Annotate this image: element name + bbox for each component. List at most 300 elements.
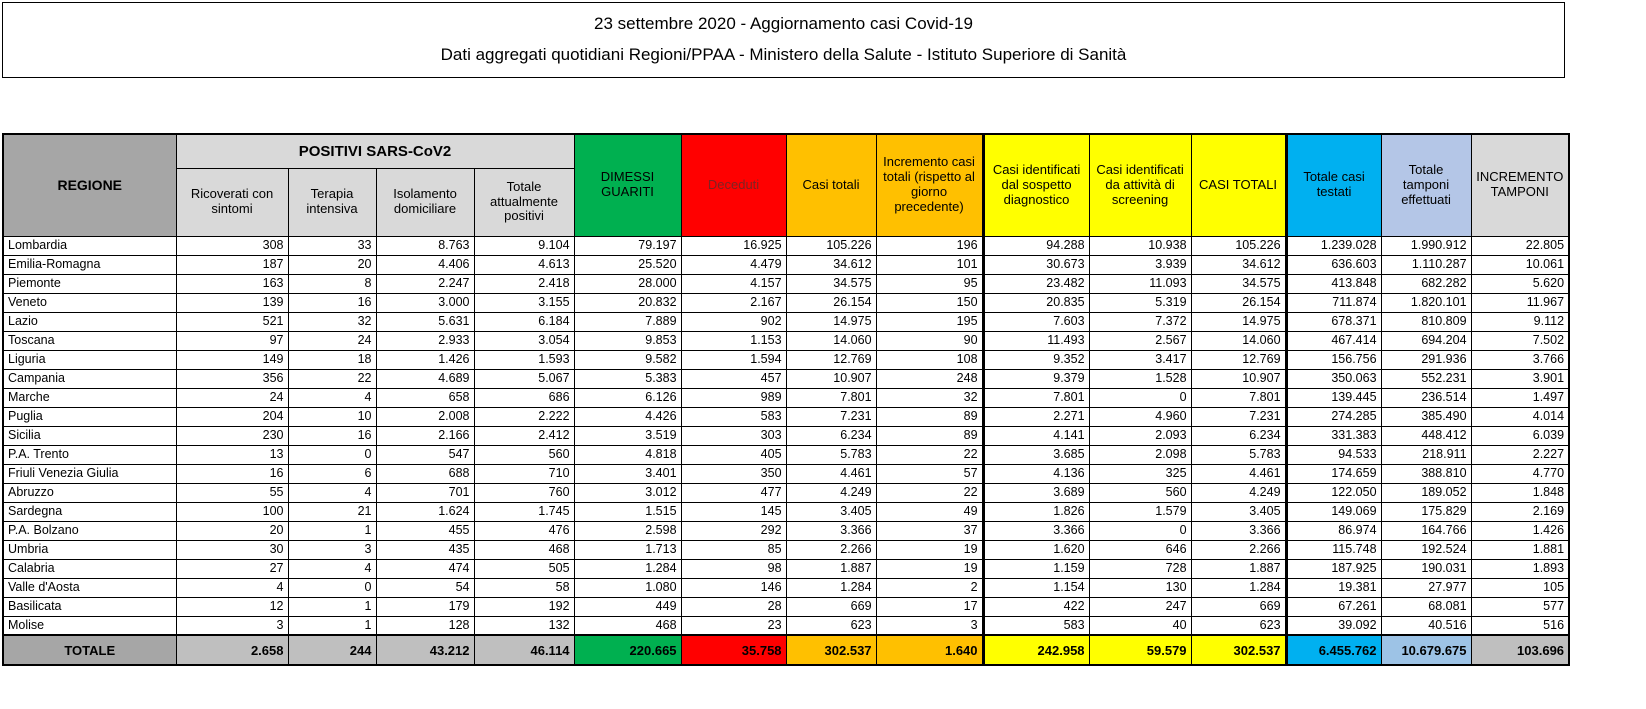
- column-header-dimessi-guariti: DIMESSI GUARITI: [574, 134, 681, 236]
- value-cell-incremento-tamponi: 4.770: [1471, 464, 1569, 483]
- table-row: [3, 236, 1569, 255]
- value-cell-totale-casi-testati: 174.659: [1286, 464, 1381, 483]
- value-cell-dimessi-guariti: 6.126: [574, 388, 681, 407]
- region-cell: Piemonte: [3, 274, 176, 293]
- value-cell-casi-totali-maiuscolo: 14.060: [1191, 331, 1286, 350]
- value-cell-casi-sospetto-diagnostico: 583: [983, 616, 1089, 635]
- value-cell-terapia-intensiva: 6: [288, 464, 376, 483]
- value-cell-deceduti: 1.594: [681, 350, 786, 369]
- value-cell-casi-attivita-screening: 1.579: [1089, 502, 1191, 521]
- value-cell-incremento-tamponi: 3.766: [1471, 350, 1569, 369]
- value-cell-casi-attivita-screening: 1.528: [1089, 369, 1191, 388]
- value-cell-casi-totali: 7.231: [786, 407, 876, 426]
- total-value-cell-terapia-intensiva: 244: [288, 635, 376, 665]
- value-cell-incremento-tamponi: 1.881: [1471, 540, 1569, 559]
- column-header-isolamento-domiciliare: Isolamento domiciliare: [376, 168, 474, 236]
- value-cell-isolamento-domiciliare: 474: [376, 559, 474, 578]
- value-cell-totale-attualmente-positivi: 476: [474, 521, 574, 540]
- total-value-cell-casi-attivita-screening: 59.579: [1089, 635, 1191, 665]
- total-value-cell-totale-tamponi-effettuati: 10.679.675: [1381, 635, 1471, 665]
- value-cell-casi-attivita-screening: 10.938: [1089, 236, 1191, 255]
- value-cell-casi-totali-maiuscolo: 623: [1191, 616, 1286, 635]
- value-cell-casi-totali-maiuscolo: 3.366: [1191, 521, 1286, 540]
- value-cell-incremento-casi-totali: 101: [876, 255, 983, 274]
- value-cell-casi-attivita-screening: 646: [1089, 540, 1191, 559]
- value-cell-casi-totali: 14.060: [786, 331, 876, 350]
- value-cell-totale-attualmente-positivi: 1.745: [474, 502, 574, 521]
- value-cell-isolamento-domiciliare: 1.624: [376, 502, 474, 521]
- value-cell-totale-casi-testati: 274.285: [1286, 407, 1381, 426]
- region-cell: Sicilia: [3, 426, 176, 445]
- value-cell-ricoverati-con-sintomi: 149: [176, 350, 288, 369]
- value-cell-dimessi-guariti: 9.582: [574, 350, 681, 369]
- value-cell-deceduti: 303: [681, 426, 786, 445]
- value-cell-totale-tamponi-effettuati: 291.936: [1381, 350, 1471, 369]
- value-cell-totale-casi-testati: 86.974: [1286, 521, 1381, 540]
- region-cell: Veneto: [3, 293, 176, 312]
- value-cell-isolamento-domiciliare: 2.008: [376, 407, 474, 426]
- value-cell-totale-casi-testati: 1.239.028: [1286, 236, 1381, 255]
- value-cell-totale-attualmente-positivi: 1.593: [474, 350, 574, 369]
- value-cell-dimessi-guariti: 1.080: [574, 578, 681, 597]
- value-cell-totale-tamponi-effettuati: 385.490: [1381, 407, 1471, 426]
- value-cell-totale-casi-testati: 156.756: [1286, 350, 1381, 369]
- region-cell: Liguria: [3, 350, 176, 369]
- table-row: [3, 426, 1569, 445]
- value-cell-casi-attivita-screening: 11.093: [1089, 274, 1191, 293]
- total-value-cell-dimessi-guariti: 220.665: [574, 635, 681, 665]
- value-cell-casi-totali-maiuscolo: 105.226: [1191, 236, 1286, 255]
- value-cell-totale-attualmente-positivi: 3.155: [474, 293, 574, 312]
- value-cell-incremento-casi-totali: 3: [876, 616, 983, 635]
- value-cell-casi-sospetto-diagnostico: 9.352: [983, 350, 1089, 369]
- value-cell-casi-attivita-screening: 2.093: [1089, 426, 1191, 445]
- region-cell: Basilicata: [3, 597, 176, 616]
- value-cell-dimessi-guariti: 468: [574, 616, 681, 635]
- value-cell-casi-sospetto-diagnostico: 30.673: [983, 255, 1089, 274]
- value-cell-casi-totali-maiuscolo: 4.461: [1191, 464, 1286, 483]
- value-cell-dimessi-guariti: 7.889: [574, 312, 681, 331]
- value-cell-isolamento-domiciliare: 435: [376, 540, 474, 559]
- value-cell-deceduti: 457: [681, 369, 786, 388]
- value-cell-isolamento-domiciliare: 5.631: [376, 312, 474, 331]
- value-cell-deceduti: 4.157: [681, 274, 786, 293]
- region-cell: Campania: [3, 369, 176, 388]
- table-row: [3, 407, 1569, 426]
- value-cell-totale-casi-testati: 115.748: [1286, 540, 1381, 559]
- value-cell-casi-attivita-screening: 40: [1089, 616, 1191, 635]
- value-cell-incremento-tamponi: 4.014: [1471, 407, 1569, 426]
- value-cell-totale-attualmente-positivi: 192: [474, 597, 574, 616]
- value-cell-dimessi-guariti: 2.598: [574, 521, 681, 540]
- value-cell-incremento-tamponi: 6.039: [1471, 426, 1569, 445]
- value-cell-casi-totali-maiuscolo: 26.154: [1191, 293, 1286, 312]
- value-cell-ricoverati-con-sintomi: 20: [176, 521, 288, 540]
- value-cell-casi-attivita-screening: 7.372: [1089, 312, 1191, 331]
- value-cell-casi-totali: 34.612: [786, 255, 876, 274]
- value-cell-dimessi-guariti: 1.713: [574, 540, 681, 559]
- value-cell-deceduti: 350: [681, 464, 786, 483]
- value-cell-isolamento-domiciliare: 547: [376, 445, 474, 464]
- value-cell-casi-totali-maiuscolo: 669: [1191, 597, 1286, 616]
- value-cell-totale-tamponi-effettuati: 1.820.101: [1381, 293, 1471, 312]
- value-cell-casi-totali: 2.266: [786, 540, 876, 559]
- value-cell-totale-tamponi-effettuati: 192.524: [1381, 540, 1471, 559]
- value-cell-totale-attualmente-positivi: 560: [474, 445, 574, 464]
- value-cell-deceduti: 989: [681, 388, 786, 407]
- value-cell-casi-totali: 26.154: [786, 293, 876, 312]
- value-cell-casi-totali-maiuscolo: 2.266: [1191, 540, 1286, 559]
- value-cell-totale-attualmente-positivi: 132: [474, 616, 574, 635]
- value-cell-dimessi-guariti: 5.383: [574, 369, 681, 388]
- value-cell-casi-sospetto-diagnostico: 1.826: [983, 502, 1089, 521]
- value-cell-isolamento-domiciliare: 701: [376, 483, 474, 502]
- value-cell-incremento-tamponi: 10.061: [1471, 255, 1569, 274]
- value-cell-deceduti: 1.153: [681, 331, 786, 350]
- value-cell-incremento-casi-totali: 195: [876, 312, 983, 331]
- region-cell: Umbria: [3, 540, 176, 559]
- column-header-casi-sospetto-diagnostico: Casi identificati dal sospetto diagnostico: [983, 134, 1089, 236]
- column-header-totale-tamponi-effettuati: Totale tamponi effettuati: [1381, 134, 1471, 236]
- region-cell: Marche: [3, 388, 176, 407]
- value-cell-incremento-casi-totali: 22: [876, 483, 983, 502]
- value-cell-incremento-casi-totali: 108: [876, 350, 983, 369]
- value-cell-casi-totali: 1.887: [786, 559, 876, 578]
- value-cell-dimessi-guariti: 4.818: [574, 445, 681, 464]
- value-cell-terapia-intensiva: 24: [288, 331, 376, 350]
- value-cell-totale-casi-testati: 467.414: [1286, 331, 1381, 350]
- value-cell-incremento-casi-totali: 32: [876, 388, 983, 407]
- value-cell-incremento-casi-totali: 57: [876, 464, 983, 483]
- value-cell-deceduti: 583: [681, 407, 786, 426]
- value-cell-casi-attivita-screening: 0: [1089, 521, 1191, 540]
- value-cell-casi-sospetto-diagnostico: 1.159: [983, 559, 1089, 578]
- region-cell: Lombardia: [3, 236, 176, 255]
- value-cell-casi-sospetto-diagnostico: 3.689: [983, 483, 1089, 502]
- value-cell-incremento-tamponi: 105: [1471, 578, 1569, 597]
- table-row: [3, 483, 1569, 502]
- region-cell: Abruzzo: [3, 483, 176, 502]
- value-cell-isolamento-domiciliare: 54: [376, 578, 474, 597]
- value-cell-incremento-tamponi: 1.497: [1471, 388, 1569, 407]
- value-cell-isolamento-domiciliare: 4.689: [376, 369, 474, 388]
- value-cell-casi-sospetto-diagnostico: 422: [983, 597, 1089, 616]
- table-header: [3, 134, 1569, 236]
- value-cell-totale-tamponi-effettuati: 810.809: [1381, 312, 1471, 331]
- value-cell-ricoverati-con-sintomi: 55: [176, 483, 288, 502]
- value-cell-incremento-tamponi: 22.805: [1471, 236, 1569, 255]
- value-cell-ricoverati-con-sintomi: 97: [176, 331, 288, 350]
- value-cell-deceduti: 292: [681, 521, 786, 540]
- value-cell-totale-attualmente-positivi: 5.067: [474, 369, 574, 388]
- value-cell-totale-casi-testati: 711.874: [1286, 293, 1381, 312]
- value-cell-casi-totali-maiuscolo: 4.249: [1191, 483, 1286, 502]
- value-cell-casi-totali-maiuscolo: 5.783: [1191, 445, 1286, 464]
- value-cell-incremento-tamponi: 2.227: [1471, 445, 1569, 464]
- table-row: [3, 559, 1569, 578]
- column-header-incremento-tamponi: INCREMENTO TAMPONI: [1471, 134, 1569, 236]
- table-row: [3, 312, 1569, 331]
- table-row: [3, 540, 1569, 559]
- value-cell-dimessi-guariti: 4.426: [574, 407, 681, 426]
- value-cell-casi-totali: 6.234: [786, 426, 876, 445]
- total-value-cell-isolamento-domiciliare: 43.212: [376, 635, 474, 665]
- total-value-cell-ricoverati-con-sintomi: 2.658: [176, 635, 288, 665]
- value-cell-dimessi-guariti: 9.853: [574, 331, 681, 350]
- value-cell-totale-tamponi-effettuati: 175.829: [1381, 502, 1471, 521]
- value-cell-casi-sospetto-diagnostico: 3.366: [983, 521, 1089, 540]
- table-total-row: [3, 635, 1569, 665]
- value-cell-casi-totali-maiuscolo: 6.234: [1191, 426, 1286, 445]
- value-cell-casi-totali-maiuscolo: 3.405: [1191, 502, 1286, 521]
- value-cell-terapia-intensiva: 16: [288, 426, 376, 445]
- total-value-cell-casi-totali: 302.537: [786, 635, 876, 665]
- value-cell-isolamento-domiciliare: 8.763: [376, 236, 474, 255]
- value-cell-casi-attivita-screening: 3.939: [1089, 255, 1191, 274]
- total-label-cell: TOTALE: [3, 635, 176, 665]
- value-cell-casi-totali: 34.575: [786, 274, 876, 293]
- value-cell-casi-totali: 10.907: [786, 369, 876, 388]
- value-cell-deceduti: 477: [681, 483, 786, 502]
- value-cell-incremento-tamponi: 9.112: [1471, 312, 1569, 331]
- value-cell-ricoverati-con-sintomi: 521: [176, 312, 288, 331]
- table-row: [3, 331, 1569, 350]
- value-cell-totale-tamponi-effettuati: 448.412: [1381, 426, 1471, 445]
- value-cell-dimessi-guariti: 25.520: [574, 255, 681, 274]
- value-cell-incremento-tamponi: 2.169: [1471, 502, 1569, 521]
- report-title-line1: 23 settembre 2020 - Aggiornamento casi Covid-19: [594, 14, 973, 34]
- value-cell-casi-attivita-screening: 4.960: [1089, 407, 1191, 426]
- value-cell-isolamento-domiciliare: 3.000: [376, 293, 474, 312]
- value-cell-terapia-intensiva: 18: [288, 350, 376, 369]
- value-cell-terapia-intensiva: 4: [288, 559, 376, 578]
- value-cell-casi-totali: 105.226: [786, 236, 876, 255]
- value-cell-deceduti: 28: [681, 597, 786, 616]
- value-cell-ricoverati-con-sintomi: 24: [176, 388, 288, 407]
- value-cell-terapia-intensiva: 1: [288, 521, 376, 540]
- value-cell-incremento-tamponi: 1.848: [1471, 483, 1569, 502]
- value-cell-incremento-casi-totali: 19: [876, 540, 983, 559]
- value-cell-totale-attualmente-positivi: 468: [474, 540, 574, 559]
- value-cell-incremento-casi-totali: 95: [876, 274, 983, 293]
- value-cell-casi-totali-maiuscolo: 34.575: [1191, 274, 1286, 293]
- value-cell-casi-attivita-screening: 728: [1089, 559, 1191, 578]
- value-cell-totale-casi-testati: 678.371: [1286, 312, 1381, 331]
- value-cell-isolamento-domiciliare: 1.426: [376, 350, 474, 369]
- value-cell-isolamento-domiciliare: 4.406: [376, 255, 474, 274]
- value-cell-totale-attualmente-positivi: 6.184: [474, 312, 574, 331]
- value-cell-totale-tamponi-effettuati: 694.204: [1381, 331, 1471, 350]
- value-cell-casi-totali-maiuscolo: 7.801: [1191, 388, 1286, 407]
- value-cell-totale-tamponi-effettuati: 1.990.912: [1381, 236, 1471, 255]
- value-cell-ricoverati-con-sintomi: 3: [176, 616, 288, 635]
- value-cell-totale-attualmente-positivi: 2.418: [474, 274, 574, 293]
- value-cell-totale-casi-testati: 67.261: [1286, 597, 1381, 616]
- region-cell: Valle d'Aosta: [3, 578, 176, 597]
- value-cell-totale-attualmente-positivi: 710: [474, 464, 574, 483]
- region-cell: Puglia: [3, 407, 176, 426]
- value-cell-ricoverati-con-sintomi: 16: [176, 464, 288, 483]
- value-cell-incremento-casi-totali: 150: [876, 293, 983, 312]
- value-cell-incremento-casi-totali: 90: [876, 331, 983, 350]
- value-cell-ricoverati-con-sintomi: 27: [176, 559, 288, 578]
- value-cell-isolamento-domiciliare: 658: [376, 388, 474, 407]
- column-header-totale-casi-testati: Totale casi testati: [1286, 134, 1381, 236]
- value-cell-deceduti: 145: [681, 502, 786, 521]
- column-header-casi-attivita-screening: Casi identificati da attività di screening: [1089, 134, 1191, 236]
- value-cell-casi-sospetto-diagnostico: 7.603: [983, 312, 1089, 331]
- region-cell: P.A. Trento: [3, 445, 176, 464]
- total-value-cell-deceduti: 35.758: [681, 635, 786, 665]
- value-cell-totale-attualmente-positivi: 505: [474, 559, 574, 578]
- value-cell-casi-sospetto-diagnostico: 7.801: [983, 388, 1089, 407]
- value-cell-terapia-intensiva: 4: [288, 483, 376, 502]
- value-cell-casi-totali-maiuscolo: 1.887: [1191, 559, 1286, 578]
- value-cell-totale-tamponi-effettuati: 190.031: [1381, 559, 1471, 578]
- value-cell-isolamento-domiciliare: 2.933: [376, 331, 474, 350]
- region-cell: Sardegna: [3, 502, 176, 521]
- value-cell-casi-totali: 3.405: [786, 502, 876, 521]
- value-cell-terapia-intensiva: 3: [288, 540, 376, 559]
- value-cell-isolamento-domiciliare: 179: [376, 597, 474, 616]
- value-cell-casi-totali: 669: [786, 597, 876, 616]
- value-cell-isolamento-domiciliare: 455: [376, 521, 474, 540]
- value-cell-casi-attivita-screening: 560: [1089, 483, 1191, 502]
- column-header-incremento-casi-totali: Incremento casi totali (rispetto al giorno precedente): [876, 134, 983, 236]
- table-row: [3, 578, 1569, 597]
- value-cell-totale-attualmente-positivi: 3.054: [474, 331, 574, 350]
- covid-data-table: [2, 133, 1570, 666]
- report-title-line2: Dati aggregati quotidiani Regioni/PPAA - Ministero della Salute - Istituto Superiore di Sanità: [440, 45, 1127, 65]
- column-header-deceduti: Deceduti: [681, 134, 786, 236]
- value-cell-casi-attivita-screening: 325: [1089, 464, 1191, 483]
- value-cell-totale-casi-testati: 187.925: [1286, 559, 1381, 578]
- table-row: [3, 445, 1569, 464]
- value-cell-incremento-tamponi: 7.502: [1471, 331, 1569, 350]
- value-cell-isolamento-domiciliare: 128: [376, 616, 474, 635]
- value-cell-casi-attivita-screening: 2.567: [1089, 331, 1191, 350]
- value-cell-dimessi-guariti: 79.197: [574, 236, 681, 255]
- value-cell-casi-attivita-screening: 3.417: [1089, 350, 1191, 369]
- value-cell-deceduti: 405: [681, 445, 786, 464]
- value-cell-ricoverati-con-sintomi: 163: [176, 274, 288, 293]
- table-row: [3, 464, 1569, 483]
- value-cell-totale-attualmente-positivi: 58: [474, 578, 574, 597]
- value-cell-casi-sospetto-diagnostico: 20.835: [983, 293, 1089, 312]
- table-row: [3, 350, 1569, 369]
- value-cell-incremento-tamponi: 11.967: [1471, 293, 1569, 312]
- value-cell-totale-casi-testati: 94.533: [1286, 445, 1381, 464]
- region-cell: Toscana: [3, 331, 176, 350]
- value-cell-ricoverati-con-sintomi: 4: [176, 578, 288, 597]
- value-cell-casi-totali-maiuscolo: 10.907: [1191, 369, 1286, 388]
- value-cell-totale-casi-testati: 636.603: [1286, 255, 1381, 274]
- value-cell-incremento-tamponi: 577: [1471, 597, 1569, 616]
- value-cell-casi-totali: 7.801: [786, 388, 876, 407]
- value-cell-casi-totali: 12.769: [786, 350, 876, 369]
- value-cell-incremento-casi-totali: 248: [876, 369, 983, 388]
- value-cell-casi-totali: 1.284: [786, 578, 876, 597]
- table-row: [3, 293, 1569, 312]
- value-cell-terapia-intensiva: 21: [288, 502, 376, 521]
- value-cell-dimessi-guariti: 449: [574, 597, 681, 616]
- value-cell-casi-totali: 3.366: [786, 521, 876, 540]
- value-cell-casi-attivita-screening: 247: [1089, 597, 1191, 616]
- total-value-cell-casi-sospetto-diagnostico: 242.958: [983, 635, 1089, 665]
- total-value-cell-incremento-casi-totali: 1.640: [876, 635, 983, 665]
- region-cell: Friuli Venezia Giulia: [3, 464, 176, 483]
- value-cell-totale-attualmente-positivi: 2.222: [474, 407, 574, 426]
- value-cell-casi-sospetto-diagnostico: 3.685: [983, 445, 1089, 464]
- column-header-regione: REGIONE: [3, 134, 176, 236]
- value-cell-totale-attualmente-positivi: 4.613: [474, 255, 574, 274]
- value-cell-casi-totali: 623: [786, 616, 876, 635]
- value-cell-deceduti: 98: [681, 559, 786, 578]
- value-cell-casi-totali-maiuscolo: 12.769: [1191, 350, 1286, 369]
- value-cell-totale-casi-testati: 139.445: [1286, 388, 1381, 407]
- value-cell-isolamento-domiciliare: 2.166: [376, 426, 474, 445]
- value-cell-ricoverati-con-sintomi: 356: [176, 369, 288, 388]
- column-group-positivi-sars-cov2: POSITIVI SARS-CoV2: [176, 134, 574, 168]
- value-cell-casi-sospetto-diagnostico: 1.620: [983, 540, 1089, 559]
- value-cell-deceduti: 146: [681, 578, 786, 597]
- value-cell-casi-sospetto-diagnostico: 1.154: [983, 578, 1089, 597]
- value-cell-dimessi-guariti: 1.284: [574, 559, 681, 578]
- value-cell-terapia-intensiva: 0: [288, 578, 376, 597]
- column-header-casi-totali-maiuscolo: CASI TOTALI: [1191, 134, 1286, 236]
- value-cell-totale-tamponi-effettuati: 27.977: [1381, 578, 1471, 597]
- value-cell-totale-tamponi-effettuati: 682.282: [1381, 274, 1471, 293]
- value-cell-incremento-casi-totali: 19: [876, 559, 983, 578]
- table-row: [3, 597, 1569, 616]
- table-row: [3, 274, 1569, 293]
- table-row: [3, 521, 1569, 540]
- value-cell-totale-tamponi-effettuati: 189.052: [1381, 483, 1471, 502]
- value-cell-incremento-casi-totali: 49: [876, 502, 983, 521]
- value-cell-terapia-intensiva: 1: [288, 597, 376, 616]
- value-cell-ricoverati-con-sintomi: 204: [176, 407, 288, 426]
- value-cell-casi-sospetto-diagnostico: 11.493: [983, 331, 1089, 350]
- value-cell-ricoverati-con-sintomi: 139: [176, 293, 288, 312]
- value-cell-incremento-tamponi: 5.620: [1471, 274, 1569, 293]
- table-row: [3, 255, 1569, 274]
- region-cell: Emilia-Romagna: [3, 255, 176, 274]
- total-value-cell-totale-casi-testati: 6.455.762: [1286, 635, 1381, 665]
- value-cell-terapia-intensiva: 10: [288, 407, 376, 426]
- value-cell-terapia-intensiva: 33: [288, 236, 376, 255]
- value-cell-totale-casi-testati: 39.092: [1286, 616, 1381, 635]
- value-cell-deceduti: 2.167: [681, 293, 786, 312]
- value-cell-terapia-intensiva: 1: [288, 616, 376, 635]
- value-cell-casi-totali-maiuscolo: 14.975: [1191, 312, 1286, 331]
- value-cell-totale-casi-testati: 149.069: [1286, 502, 1381, 521]
- region-cell: Molise: [3, 616, 176, 635]
- value-cell-deceduti: 4.479: [681, 255, 786, 274]
- value-cell-casi-totali-maiuscolo: 1.284: [1191, 578, 1286, 597]
- value-cell-ricoverati-con-sintomi: 308: [176, 236, 288, 255]
- value-cell-incremento-casi-totali: 196: [876, 236, 983, 255]
- value-cell-casi-totali: 14.975: [786, 312, 876, 331]
- total-value-cell-casi-totali-maiuscolo: 302.537: [1191, 635, 1286, 665]
- value-cell-casi-sospetto-diagnostico: 94.288: [983, 236, 1089, 255]
- table-row: [3, 388, 1569, 407]
- value-cell-totale-casi-testati: 413.848: [1286, 274, 1381, 293]
- value-cell-casi-attivita-screening: 130: [1089, 578, 1191, 597]
- value-cell-incremento-tamponi: 3.901: [1471, 369, 1569, 388]
- value-cell-totale-tamponi-effettuati: 218.911: [1381, 445, 1471, 464]
- value-cell-casi-attivita-screening: 2.098: [1089, 445, 1191, 464]
- value-cell-incremento-casi-totali: 2: [876, 578, 983, 597]
